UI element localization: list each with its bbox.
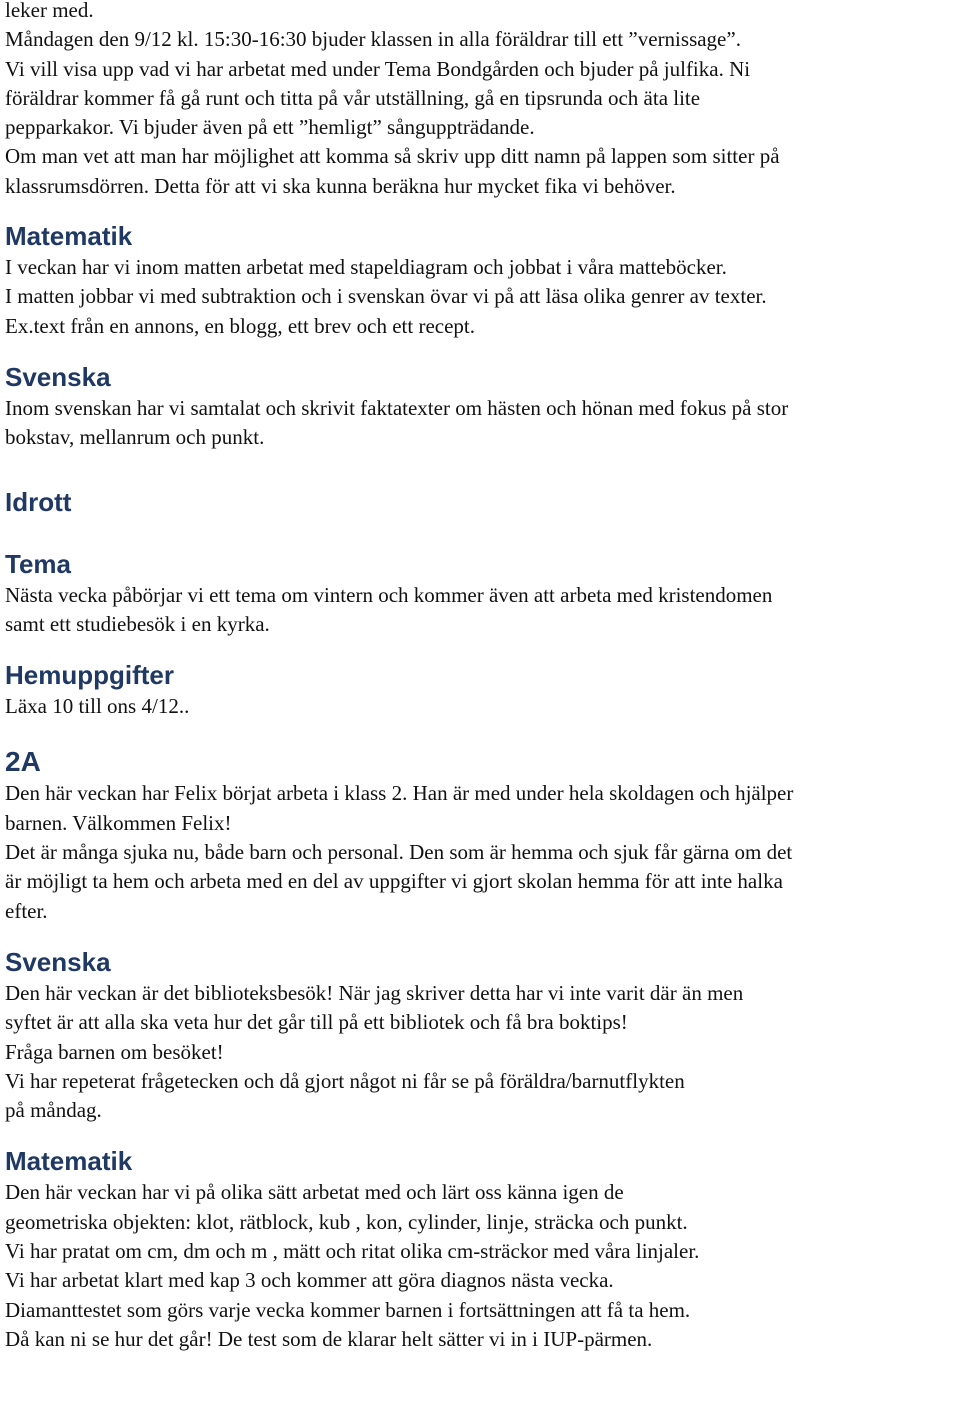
body-line: föräldrar kommer få gå runt och titta på vår utställning, gå en tipsrunda och äta lite <box>5 85 701 110</box>
intro-block <box>5 0 955 201</box>
section-matematik <box>5 221 955 341</box>
body-line: Måndagen den 9/12 kl. 15:30-16:30 bjuder klassen in alla föräldrar till ett ”vernissage”. <box>5 27 741 52</box>
section-heading: Svenska <box>5 361 111 392</box>
document-page <box>5 0 955 1354</box>
section-hemuppgifter <box>5 660 955 721</box>
body-line: Den här veckan har vi på olika sätt arbetat med och lärt oss känna igen de <box>5 1180 624 1205</box>
section-heading: Tema <box>5 548 71 579</box>
section-idrott <box>5 487 955 517</box>
body-line: på måndag. <box>5 1098 102 1123</box>
section-heading: Hemuppgifter <box>5 660 174 691</box>
body-line: barnen. Välkommen Felix! <box>5 810 232 835</box>
body-line: Diamanttestet som görs varje vecka kommer barnen i fortsättningen att få ta hem. <box>5 1297 691 1322</box>
section-tema <box>5 549 955 640</box>
body-line: geometriska objekten: klot, rätblock, kub , kon, cylinder, linje, sträcka och punkt. <box>5 1209 688 1234</box>
body-line: Vi har repeterat frågetecken och då gjort något ni får se på föräldra/barnutflykten <box>5 1068 685 1093</box>
body-line: Nästa vecka påbörjar vi ett tema om vintern och kommer även att arbeta med kristendomen <box>5 582 773 607</box>
body-line: leker med. <box>5 0 94 22</box>
body-line: efter. <box>5 898 48 923</box>
section-svenska-2a <box>5 947 955 1125</box>
body-line: Den här veckan är det biblioteksbesök! När jag skriver detta har vi inte varit där än men <box>5 980 744 1005</box>
section-2a <box>5 747 955 925</box>
body-line: Vi vill visa upp vad vi har arbetat med under Tema Bondgården och bjuder på julfika. Ni <box>5 56 751 81</box>
body-line: I matten jobbar vi med subtraktion och i svenskan övar vi på att läsa olika genrer av texter. <box>5 284 767 309</box>
class-heading: 2A <box>5 746 41 778</box>
section-heading: Matematik <box>5 221 133 252</box>
body-line: bokstav, mellanrum och punkt. <box>5 425 265 450</box>
section-matematik-2a <box>5 1146 955 1354</box>
body-line: Den här veckan har Felix börjat arbeta i klass 2. Han är med under hela skoldagen och hjälper <box>5 781 794 806</box>
body-line: Inom svenskan har vi samtalat och skrivit faktatexter om hästen och hönan med fokus på stor <box>5 395 789 420</box>
section-heading: Matematik <box>5 1146 133 1177</box>
body-line: Om man vet att man har möjlighet att komma så skriv upp ditt namn på lappen som sitter på <box>5 144 780 169</box>
section-heading: Idrott <box>5 486 72 517</box>
body-line: är möjligt ta hem och arbeta med en del av uppgifter vi gjort skolan hemma för att inte halka <box>5 869 783 894</box>
body-line: samt ett studiebesök i en kyrka. <box>5 611 270 636</box>
body-line: syftet är att alla ska veta hur det går till på ett bibliotek och få bra boktips! <box>5 1010 628 1035</box>
body-line: klassrumsdörren. Detta för att vi ska kunna beräkna hur mycket fika vi behöver. <box>5 173 676 198</box>
section-heading: Svenska <box>5 946 111 977</box>
body-line: Vi har pratat om cm, dm och m , mätt och ritat olika cm-sträckor med våra linjaler. <box>5 1239 700 1264</box>
body-line: Vi har arbetat klart med kap 3 och kommer att göra diagnos nästa vecka. <box>5 1268 614 1293</box>
body-line: pepparkakor. Vi bjuder även på ett ”hemligt” sånguppträdande. <box>5 115 535 140</box>
body-line: Ex.text från en annons, en blogg, ett brev och ett recept. <box>5 313 475 338</box>
section-svenska <box>5 362 955 453</box>
body-line: Läxa 10 till ons 4/12.. <box>5 694 190 719</box>
body-line: I veckan har vi inom matten arbetat med stapeldiagram och jobbat i våra matteböcker. <box>5 255 727 280</box>
body-line: Fråga barnen om besöket! <box>5 1039 224 1064</box>
body-line: Det är många sjuka nu, både barn och personal. Den som är hemma och sjuk får gärna om det <box>5 840 793 865</box>
body-line: Då kan ni se hur det går! De test som de klarar helt sätter vi in i IUP-pärmen. <box>5 1326 653 1351</box>
